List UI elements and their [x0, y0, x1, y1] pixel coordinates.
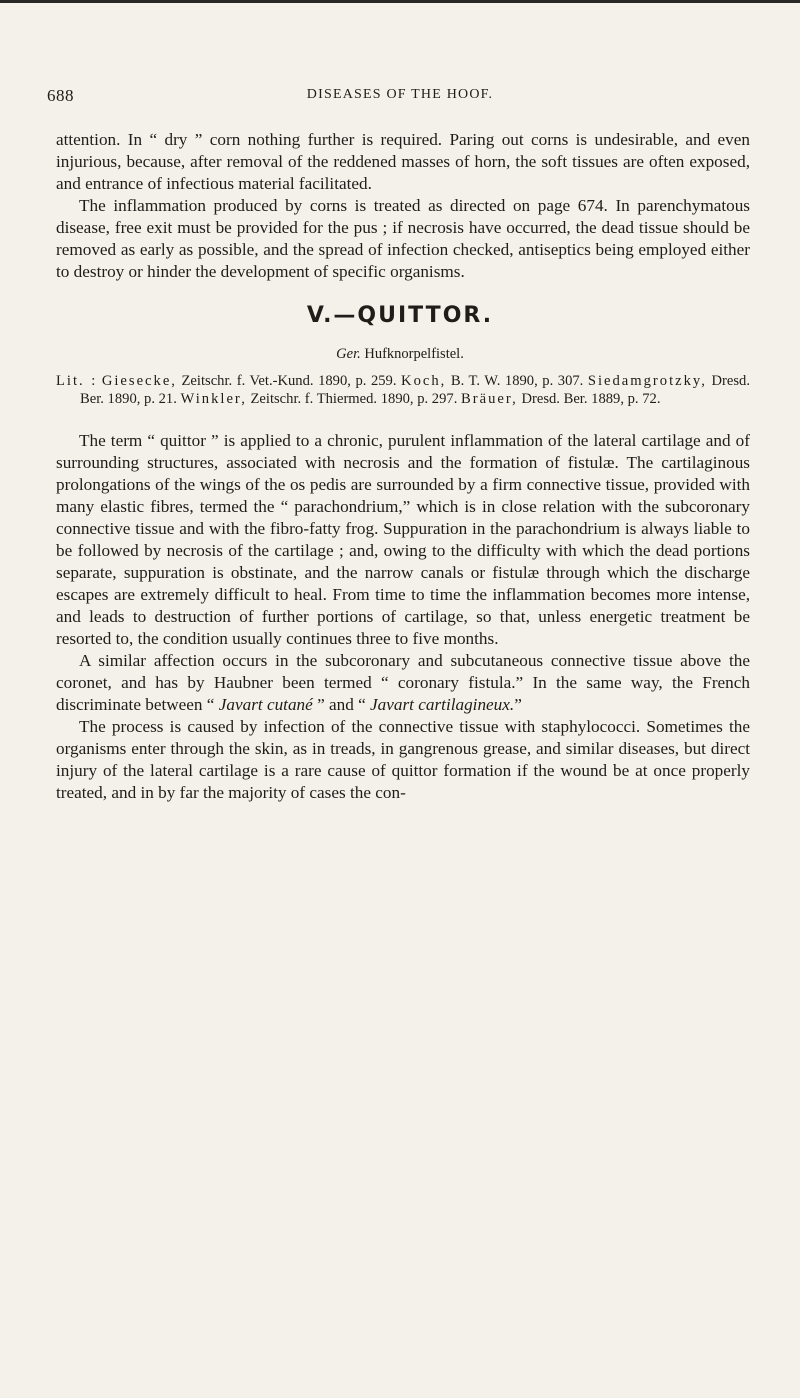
section-title: V.—QUITTOR.: [306, 303, 494, 328]
reference-author: Siedamgrotzky,: [587, 373, 707, 389]
reference-author: Winkler,: [180, 391, 247, 407]
reference-citation: Dresd. Ber. 1890, p. 21.: [80, 373, 750, 407]
paragraph-text: ” and “: [312, 695, 371, 714]
reference-citation: Dresd. Ber. 1889, p. 72.: [521, 391, 661, 407]
reference-citation: Zeitschr. f. Vet.-Kund. 1890, p. 259.: [181, 373, 397, 389]
body-paragraph: The term “ quittor ” is applied to a chronic, purulent inflammation of the lateral cartilage and of surrounding structures, associated with necrosis and the formation of fistulæ. The cartilaginous prolongations of the wings of the os pedis are surrounded by a firm connective tissue, provided with many elastic fibres, termed the “ parachondrium,” which is in close relation with the subcoronary connective tissue and with the fibro-fatty frog. Suppuration in the parachondrium is always liable to be followed by necrosis of the cartilage ; and, owing to the difficulty with which the dead portions separate, suppuration is obstinate, and the narrow canals or fistulæ through which the discharge escapes are extremely difficult to heal. From time to time the inflammation becomes more intense, and leads to destruction of further portions of cartilage, so that, unless energetic treatment be resorted to, the condition usually continues three to five months.: [56, 431, 750, 648]
reference-author: Giesecke,: [101, 373, 177, 389]
reference-citation: Zeitschr. f. Thiermed. 1890, p. 297.: [250, 391, 458, 407]
intro-paragraph: attention. In “ dry ” corn nothing further is required. Paring out corns is undesirable, and even injurious, because, after removal of the reddened masses of horn, the soft tissues are often exposed, and entrance of infectious material facilitated.: [56, 130, 750, 193]
italic-term: Javart cartilagineux.: [370, 695, 515, 714]
italic-term: Javart cutané: [218, 695, 313, 714]
paragraph-text: A similar affection occurs in the subcoronary and subcutaneous connective tissue above the coronet, and has by Haubner been termed “ coronary fistula.” In the same way, the French discriminate between “: [56, 651, 750, 714]
body-paragraph: The process is caused by infection of the connective tissue with staphylococci. Sometimes the organisms enter through the skin, as in treads, in gangrenous grease, and similar diseases, but direct injury of the lateral cartilage is a rare cause of quittor formation if the wound be at once properly treated, and in by far the majority of cases the con-: [56, 717, 750, 802]
literature-label: Lit. :: [56, 373, 98, 389]
literature-references: [56, 372, 750, 408]
reference-author: Bräuer,: [461, 391, 518, 407]
body-text: [56, 430, 750, 804]
german-term: Hufknorpelfistel.: [364, 346, 464, 362]
page-number: 688: [47, 86, 74, 105]
german-label: Ger.: [336, 346, 361, 362]
reference-author: Koch,: [401, 373, 447, 389]
paragraph-text: ”: [514, 695, 522, 714]
body-paragraph: [56, 650, 750, 716]
page-header: [0, 86, 800, 110]
intro-paragraph: The inflammation produced by corns is treated as directed on page 674. In parenchymatous disease, free exit must be provided for the pus ; if necrosis have occurred, the dead tissue should be removed as early as possible, and the spread of infection checked, antiseptics being employed either to destroy or hinder the development of specific organisms.: [56, 196, 750, 281]
top-edge-rule: [0, 0, 800, 3]
german-name: [0, 346, 800, 363]
reference-citation: B. T. W. 1890, p. 307.: [450, 373, 584, 389]
intro-text: [56, 129, 750, 283]
running-title: DISEASES OF THE HOOF.: [306, 87, 494, 102]
